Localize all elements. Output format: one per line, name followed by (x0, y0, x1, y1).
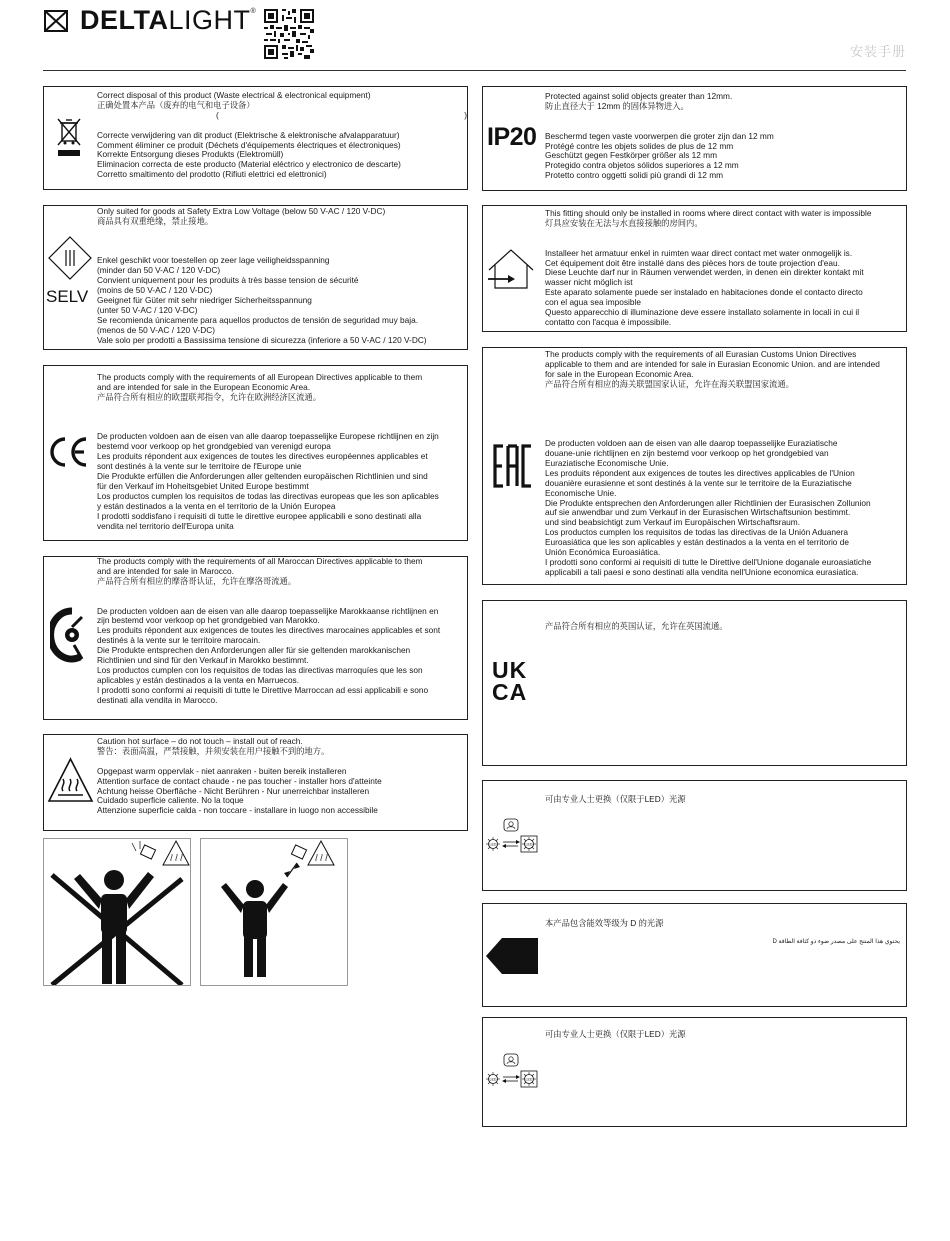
text-line: applicable to them and are intended for sale in Eurasian Economic Union. and are intended (545, 358, 880, 369)
text-line: sont destinés à la vente sur le territoire de l'Europe unie (97, 461, 302, 472)
text-line: Geeignet für Güter mit sehr niedriger Sicherheitsspannung (97, 295, 312, 306)
text-line: Les produits répondent aux exigences de toutes les directives marocaines applicables et sont (97, 625, 441, 636)
text-line: This fitting should only be installed in rooms where direct contact with water is impossible (545, 208, 872, 218)
text-line: Protetto contro oggetti solidi più grandi di 12 mm (545, 170, 724, 181)
do-not-touch-illustration (43, 838, 191, 986)
ce-text (97, 373, 465, 531)
manual-title: 安装手册 (849, 44, 906, 59)
text-line: wasser nicht möglich ist (545, 277, 633, 288)
svg-text:LED: LED (489, 1077, 497, 1082)
text-line: Beschermd tegen vaste voorwerpen die groter zijn dan 12 mm (545, 130, 774, 141)
ce-mark-icon (49, 437, 89, 467)
led-replaceable-professional-icon (486, 1053, 538, 1089)
qr-code-icon (264, 9, 314, 59)
weee-text: Correct disposal of this product (Waste electrical & electronical equipment) 正确处置本产品（废弃的电气和电子设备） ( ) Correcte verwijdering van dit product (Elektrische & elektronische afvalapparatuur) Comment éliminer ce produit (Déchets d'équipements électriques et électroniques) Korrekte Entsorgung dieses Produkts (Elektromüll) Eliminacion correcta de este producto (Material eléctrico y electronico de descarte) Corretto smaltimento del prodotto (Rifiuti elettrici ed elettronici) (97, 90, 467, 180)
text-line: Die Produkte entsprechen den Anforderungen aller für sie geltenden marokkanischen (97, 645, 411, 656)
text-line: 商品具有双重绝缘，禁止接地。 (97, 215, 214, 226)
text-line: De producten voldoen aan de eisen van alle daarop toepasselijke Europese richtlijnen en zijn (97, 431, 439, 442)
text-line: Los productos cumplen los requisitos de todas las directivas de la Unión Aduanera (545, 527, 849, 538)
led-replaceable-text-2: 可由专业人士更换（仅限于LED）光源 (545, 1029, 686, 1039)
text-line: destinés à la vente sur le territoire marocain. (97, 635, 261, 646)
text-line: I prodotti sono conformi ai requisiti di tutte le Direttive Marroccan ad essi applicabili e sono (97, 684, 429, 695)
energy-class-text: 本产品包含能效等级为 D 的光源 (545, 918, 664, 928)
energy-class-arabic-text: يحتوي هذا المنتج على مصدر ضوء ذو كثافة الطاقة D (772, 939, 900, 945)
text-line: 产品符合所有相应的海关联盟国家认证，允许在海关联盟国家流通。 (545, 378, 794, 389)
text-line: Achtung heisse Oberfläche - Nicht Berühren - Nur unerreichbar installeren (97, 785, 370, 796)
hot-surface-warning-icon (47, 757, 94, 803)
text-line: and are intended for sale in Marocco. (97, 565, 234, 576)
text-line: 防止直径大于 12mm 的固体异物进入。 (545, 100, 689, 111)
text-line: Protected against solid objects greater than 12mm. (545, 91, 733, 101)
text-line: contatto con l'acqua è impossibile. (545, 316, 672, 327)
text-line: für den Verkauf im Hoheitsgebiet United Europe bestimmt (97, 480, 309, 491)
text-line: Die Produkte entsprechen den Anforderungen aller Richtlinien der Eurasischen Zollunion (545, 497, 871, 508)
text-line: vendita nel territorio dell'Europa unita (97, 520, 234, 531)
svg-text:LED: LED (525, 1077, 533, 1082)
text-line: 产品符合所有相应的欧盟联邦指令，允许在欧洲经济区流通。 (97, 391, 322, 402)
text-line: Opgepast warm oppervlak - niet aanraken - buiten bereik installeren (97, 765, 347, 776)
house-indoor-use-icon (487, 248, 535, 290)
text-line: The products comply with the requirements of all Maroccan Directives applicable to them (97, 556, 423, 566)
text-line: (menos de 50 V-AC / 120 V-DC) (97, 324, 216, 335)
text-line: Cet équipement doit être installé dans des pièces hors de toute projection d'eau. (545, 257, 840, 268)
text-line: 警告：表面高温，严禁接触，并须安装在用户接触不到的地方。 (97, 745, 330, 756)
text-line: Euraziatische Economische Unie. (545, 457, 669, 468)
text-line: Only suited for goods at Safety Extra Low Voltage (below 50 V-AC / 120 V-DC) (97, 206, 386, 216)
text-line: 产品符合所有相应的摩洛哥认证，允许在摩洛哥流通。 (97, 575, 297, 586)
text-line: De producten voldoen aan de eisen van alle daarop toepasselijke Euraziatische (545, 438, 838, 449)
text-line: Die Produkte erfüllen die Anforderungen aller geltenden europäischen Richtlinien und sind (97, 471, 428, 482)
text-line: Les produits répondent aux exigences de toutes les directives européennes applicables et (97, 451, 428, 462)
ip20-text (545, 92, 905, 181)
text-line: Unión Económica Euroasiática. (545, 547, 661, 558)
text-line: Les produits répondent aux exigences de toutes les directives applicables de l'Union (545, 467, 855, 478)
ukca-mark: UK CA (492, 657, 528, 705)
text-line: douane-unie richtlijnen en zijn bestemd voor verkoop op het grondgebied van (545, 447, 829, 458)
morocco-text (97, 557, 465, 706)
led-replaceable-professional-icon (486, 818, 538, 854)
text-line: Este aparato solamente puede ser instalado en habitaciones donde el contacto directo (545, 287, 863, 298)
person-out-of-reach-icon (201, 839, 347, 985)
install-out-of-reach-illustration (200, 838, 348, 986)
text-line: douanière eurasienne et sont destinés à la vente sur le territoire de la Euraziatische (545, 477, 852, 488)
text-line: Diese Leuchte darf nur in Räumen verwendet werden, in denen ein direkter kontakt mit (545, 267, 864, 278)
ukca-text: 产品符合所有相应的英国认证，允许在英国流通。 (545, 621, 728, 631)
text-line: Cuidado superficie caliente. No la toque (97, 795, 244, 806)
text-line: (unter 50 V-AC / 120 V-DC) (97, 305, 198, 316)
text-line: Geschützt gegen Festkörper größer als 12 mm (545, 150, 718, 161)
text-line: Se recomienda únicamente para aquellos productos de tensión de seguridad muy baja. (97, 314, 419, 325)
no-water-contact-text (545, 209, 905, 328)
text-line: y están destinados a la venta en el territorio de la Unión Europea (97, 500, 336, 511)
class-iii-diamond-icon (48, 236, 92, 280)
text-line: The products comply with the requirements of all Eurasian Customs Union Directives (545, 349, 857, 359)
text-line: I prodotti soddisfano i requisiti di tutte le direttive europee applicabili e sono destinati alla (97, 510, 422, 521)
text-line: The products comply with the requirements of all European Directives applicable to them (97, 372, 423, 382)
text-line: Protégé contre les objets solides de plus de 12 mm (545, 140, 734, 151)
text-line: Economische Unie. (545, 487, 617, 498)
hot-surface-text (97, 737, 465, 816)
text-line: bestemd voor verkoop op het grondgebied van verenigd europa (97, 441, 331, 452)
text-line: and are intended for sale in the European Economic Area. (97, 381, 311, 392)
text-line: Attention surface de contact chaude - ne pas toucher - installer hors d'atteinte (97, 775, 382, 786)
svg-text:LED: LED (525, 842, 533, 847)
text-line: applicabili a tali paesi e sono destinati alla vendita nell'Unione economica eurasiatica. (545, 566, 859, 577)
text-line: auf sie anwendbar und zum Verkauf in der Eurasischen Wirtschaftsunion bestimmt. (545, 507, 851, 518)
text-line: Caution hot surface – do not touch – install out of reach. (97, 736, 303, 746)
text-line: 灯具应安装在无法与水直接接触的房间内。 (545, 217, 703, 228)
svg-text:LED: LED (489, 842, 497, 847)
eac-mark-icon (493, 444, 533, 488)
text-line: und sind beabsichtigt zum Verkauf im Europäischen Wirtschaftsraum. (545, 517, 801, 528)
text-line: Enkel geschikt voor toestellen op zeer lage veiligheidsspanning (97, 255, 330, 266)
text-line: Euroasiática que les son aplicables y están destinados a la venta en el territorio de (545, 537, 849, 548)
selv-text (97, 207, 465, 346)
text-line: Questo apparecchio di illuminazione deve essere installato solamente in locali in cui il (545, 307, 860, 318)
eac-text (545, 350, 905, 578)
text-line: Convient uniquement pour les produits à très basse tension de sécurité (97, 275, 359, 286)
crossed-bin-icon (56, 117, 82, 159)
person-touching-lamp-icon (44, 839, 190, 985)
text-line: Los productos cumplen con los requisitos de todas las directivas marroquíes que les son (97, 664, 423, 675)
brand-logo: DELTALIGHT® (80, 5, 257, 35)
ip20-label: IP20 (487, 123, 537, 151)
text-line: zijn bestemd voor verkoop op het grondgebied van Marokko. (97, 615, 320, 626)
deltalight-logo-icon (44, 10, 68, 32)
text-line: Los productos cumplen los requisitos de todas las directivas europeas que les son aplicables (97, 490, 439, 501)
text-line: Installeer het armatuur enkel in ruimten waar direct contact met water onmogelijk is. (545, 247, 853, 258)
text-line: (moins de 50 V-AC / 120 V-DC) (97, 285, 213, 296)
text-line: destinati alla vendita in Marocco. (97, 694, 218, 705)
morocco-cmim-icon (50, 607, 92, 663)
text-line: Protegido contra objetos sólidos superiores a 12 mm (545, 160, 739, 171)
energy-class-d-arrow-icon (486, 938, 538, 974)
text-line: De producten voldoen aan de eisen van alle daarop toepasselijke Marokkaanse richtlijnen en (97, 605, 439, 616)
text-line: for sale in the European Economic Area. (545, 368, 694, 379)
text-line: Attenzione superficie calda - non toccare - installare in luogo non accessibile (97, 805, 378, 816)
text-line: Richtlinien und sind für den Verkauf in Marokko bestimmt. (97, 655, 309, 666)
led-replaceable-text-1: 可由专业人士更换（仅限于LED）光源 (545, 794, 686, 804)
text-line: I prodotti sono conformi ai requisiti di tutte le Direttive dell'Unione doganale euroasiatiche (545, 556, 872, 567)
selv-label: SELV (46, 287, 89, 306)
text-line: (minder dan 50 V-AC / 120 V-DC) (97, 265, 221, 276)
text-line: aplicables y están destinados a la venta en Marruecos. (97, 674, 300, 685)
text-line: con el agua sea imposible (545, 297, 641, 308)
header-divider (43, 70, 906, 71)
text-line: Vale solo per prodotti a Bassissima tensione di sicurezza (inferiore a 50 V-AC / 120 V-DC) (97, 334, 427, 345)
